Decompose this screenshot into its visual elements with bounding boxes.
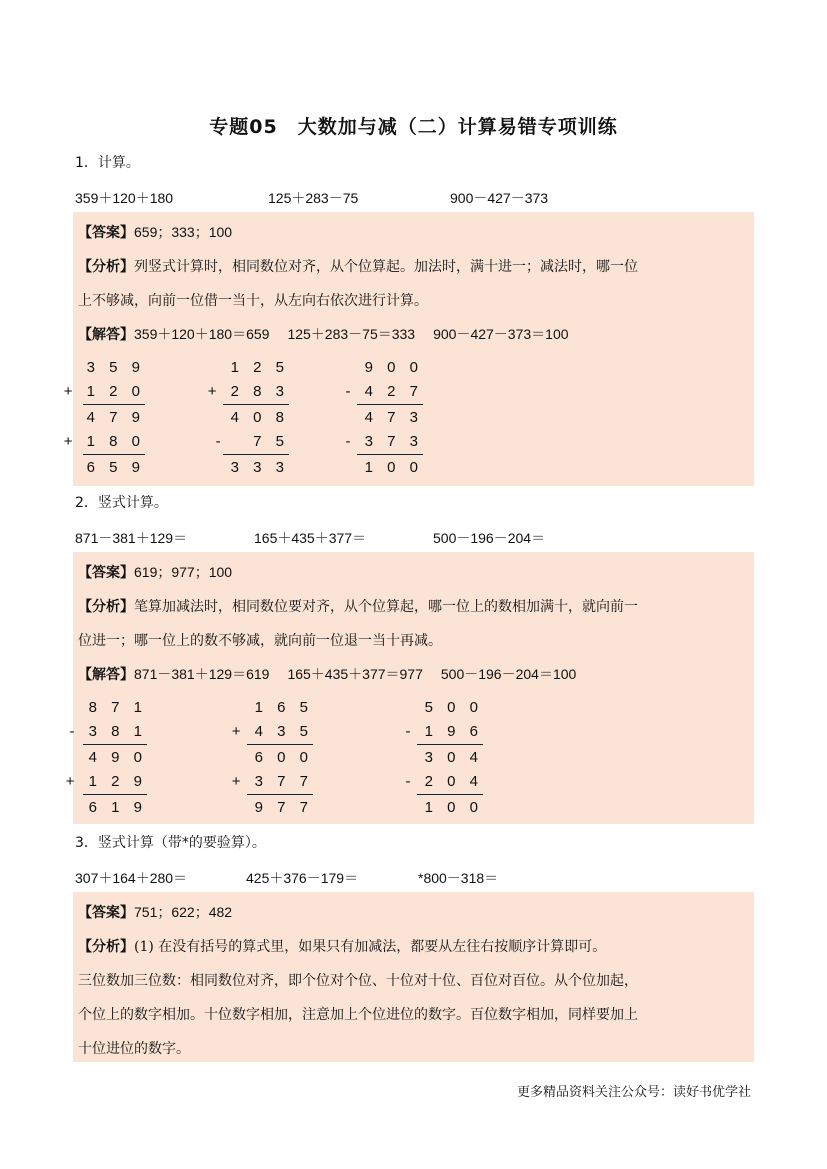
q2-vertical-calc-2: 1 6 5 + 4 3 5 6 0 0 + 3 7 7 9 7 7	[231, 699, 313, 816]
question-1-heading: 1．计算。	[75, 155, 140, 171]
q3-expr-3: *800－318＝	[418, 870, 499, 886]
q1-answer-line: 【答案】659；333；100	[78, 224, 233, 241]
q3-expr-2: 425＋376－179＝	[246, 870, 359, 886]
q2-expr-2: 165＋435＋377＝	[254, 530, 367, 546]
q1-expr-1: 359＋120＋180	[75, 190, 174, 206]
q3-expr-1: 307＋164＋280＝	[75, 870, 188, 886]
q2-vertical-calc-3: 5 0 0 - 1 9 6 3 0 4 - 2 0 4 1 0 0	[405, 699, 483, 816]
page-title: 专题05 大数加与减（二）计算易错专项训练	[209, 116, 618, 138]
q3-analysis-line-1: 【分析】(1) 在没有括号的算式里，如果只有加减法，都要从左往右按顺序计算即可。	[78, 939, 607, 955]
footer-note: 更多精品资料关注公众号：读好书优学社	[516, 1085, 751, 1100]
q2-expr-1: 871－381＋129＝	[75, 530, 188, 546]
q1-answer-box	[63, 212, 754, 486]
q3-answer: 751；622；482	[134, 904, 233, 920]
q1-expr-2: 125＋283－75	[268, 190, 359, 206]
q3-answer-box	[73, 892, 754, 1062]
q2-expr-3: 500－196－204＝	[433, 530, 546, 546]
q1-vertical-calc-3: 9 0 0 - 4 2 7 4 7 3 - 3 7 3 1 0 0	[345, 359, 423, 476]
q2-answer: 619；977；100	[134, 564, 233, 580]
question-2-heading: 2．竖式计算。	[75, 495, 168, 511]
q1-vertical-calc-2: 1 2 5 + 2 8 3 4 0 8 - 7 5 3 3 3	[207, 359, 289, 476]
q1-solution-line: 【解答】359＋120＋180＝659 125＋283－75＝333 900－427－373＝100	[78, 326, 569, 343]
q1-vertical-calc-1: 3 5 9 + 1 2 0 4 7 9 + 1 8 0 6 5 9	[63, 359, 145, 476]
q2-solution-line: 【解答】871－381＋129＝619 165＋435＋377＝977 500－196－204＝100	[78, 666, 577, 683]
q1-expr-3: 900－427－373	[450, 190, 549, 206]
q1-analysis-line-2: 上不够减，向前一位借一当十，从左向右依次进行计算。	[78, 293, 428, 309]
q2-answer-line: 【答案】619；977；100	[78, 564, 233, 581]
q3-analysis-line-2: 三位数加三位数：相同数位对齐，即个位对个位、十位对十位、百位对百位。从个位加起，	[78, 973, 638, 989]
q2-vertical-calc-1: 8 7 1 - 3 8 1 4 9 0 + 1 2 9 6 1 9	[65, 699, 147, 816]
q2-analysis-line-2: 位进一；哪一位上的数不够减，就向前一位退一当十再减。	[78, 633, 442, 649]
q2-answer-box	[65, 552, 754, 824]
q1-answer: 659；333；100	[134, 224, 233, 240]
q2-analysis-line-1: 【分析】笔算加减法时，相同数位要对齐，从个位算起，哪一位上的数相加满十，就向前一	[78, 599, 638, 615]
q1-analysis-line-1: 【分析】列竖式计算时，相同数位对齐，从个位算起。加法时，满十进一；减法时，哪一位	[78, 259, 638, 275]
q3-analysis-line-3: 个位上的数字相加。十位数字相加，注意加上个位进位的数字。百位数字相加，同样要加上	[78, 1007, 638, 1023]
question-3-heading: 3．竖式计算（带*的要验算）。	[75, 835, 266, 851]
q3-analysis-line-4: 十位进位的数字。	[78, 1041, 190, 1057]
q3-answer-line: 【答案】751；622；482	[78, 904, 233, 921]
